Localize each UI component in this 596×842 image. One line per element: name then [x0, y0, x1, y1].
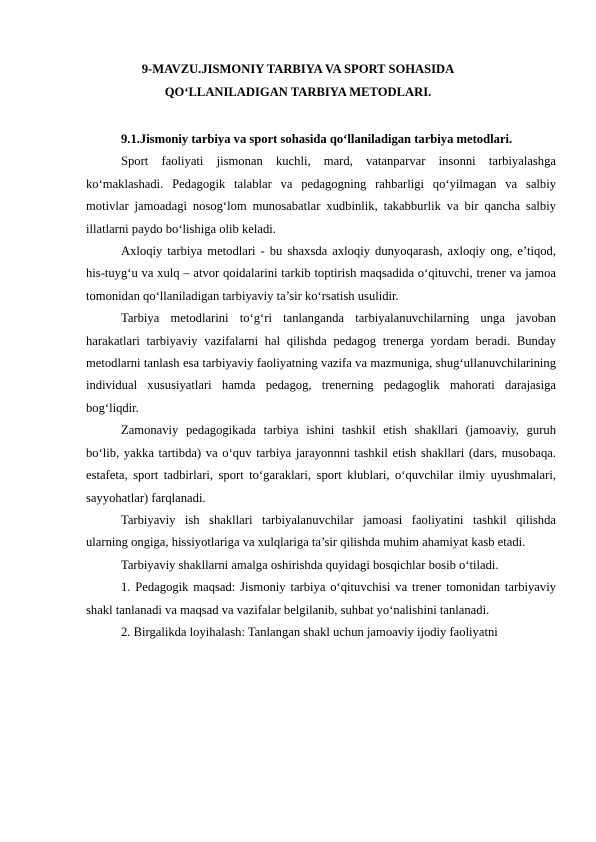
paragraph: Tarbiyaviy ish shakllari tarbiyalanuvchilar jamoasi faoliyatini tashkil qilishda ularning ongiga, hissiyotlariga va xulqlariga ta’sir qilishda muhim ahamiyat kasb etadi.: [86, 512, 556, 550]
paragraph: Tarbiyaviy shakllarni amalga oshirishda quyidagi bosqichlar bosib o‘tiladi.: [121, 557, 499, 572]
title-line-1: 9-MAVZU.JISMONIY TARBIYA VA SPORT SOHASIDA: [141, 62, 455, 76]
section-heading: 9.1.Jismoniy tarbiya va sport sohasida qo‘llaniladigan tarbiya metodlari.: [121, 132, 513, 146]
paragraph: Sport faoliyati jismonan kuchli, mard, vatanparvar insonni tarbiyalashga ko‘maklashadi. Pedagogik talablar va pedagogning rahbarligi qo‘yilmagan va salbiy motivlar jamoadagi nosog‘lom munosabatlar xudbinlik, takabburlik va bir qancha salbiy illatlarni paydo bo‘lishiga olib keladi.: [86, 154, 556, 236]
paragraph: 2. Birgalikda loyihalash: Tanlangan shakl uchun jamoaviy ijodiy faoliyatni: [121, 624, 498, 639]
document-title: [60, 58, 536, 104]
document-body: [86, 128, 556, 643]
paragraph: Zamonaviy pedagogikada tarbiya ishini tashkil etish shakllari (jamoaviy, guruh bo‘lib, yakka tartibda) va o‘quv tarbiya jarayonnni tashkil etish shakllari (dars, musobaqa. estafeta, sport tadbirlari, sport to‘garaklari, sport klublari, o‘quvchilar ilmiy uyushmalari, sayyohatlar) farqlanadi.: [86, 423, 556, 505]
paragraph: Axloqiy tarbiya metodlari - bu shaxsda axloqiy dunyoqarash, axloqiy ong, e’tiqod, his-tuyg‘u va xulq – atvor qoidalarini tarkib toptirish maqsadida o‘qituvchi, trener va jamoa tomonidan qo‘llaniladigan tarbiyaviy ta’sir ko‘rsatish usulidir.: [86, 244, 556, 303]
paragraph: Tarbiya metodlarini to‘g‘ri tanlanganda tarbiyalanuvchilarning unga javoban harakatlari tarbiyaviy vazifalarni hal qilishda pedagog trenerga yordam beradi. Bunday metodlarni tanlash esa tarbiyaviy faoliyatning vazifa va mazmuniga, shug‘ullanuvchilarining individual xususiyatlari hamda pedagog, trenerning pedagoglik mahorati darajasiga bog‘liqdir.: [86, 311, 556, 415]
title-line-2: QO‘LLANILADIGAN TARBIYA METODLARI.: [164, 85, 432, 99]
paragraph: 1. Pedagogik maqsad: Jismoniy tarbiya o‘qituvchisi va trener tomonidan tarbiyaviy shakl tanlanadi va maqsad va vazifalar belgilanib, suhbat yo‘nalishini tanlanadi.: [86, 580, 556, 617]
